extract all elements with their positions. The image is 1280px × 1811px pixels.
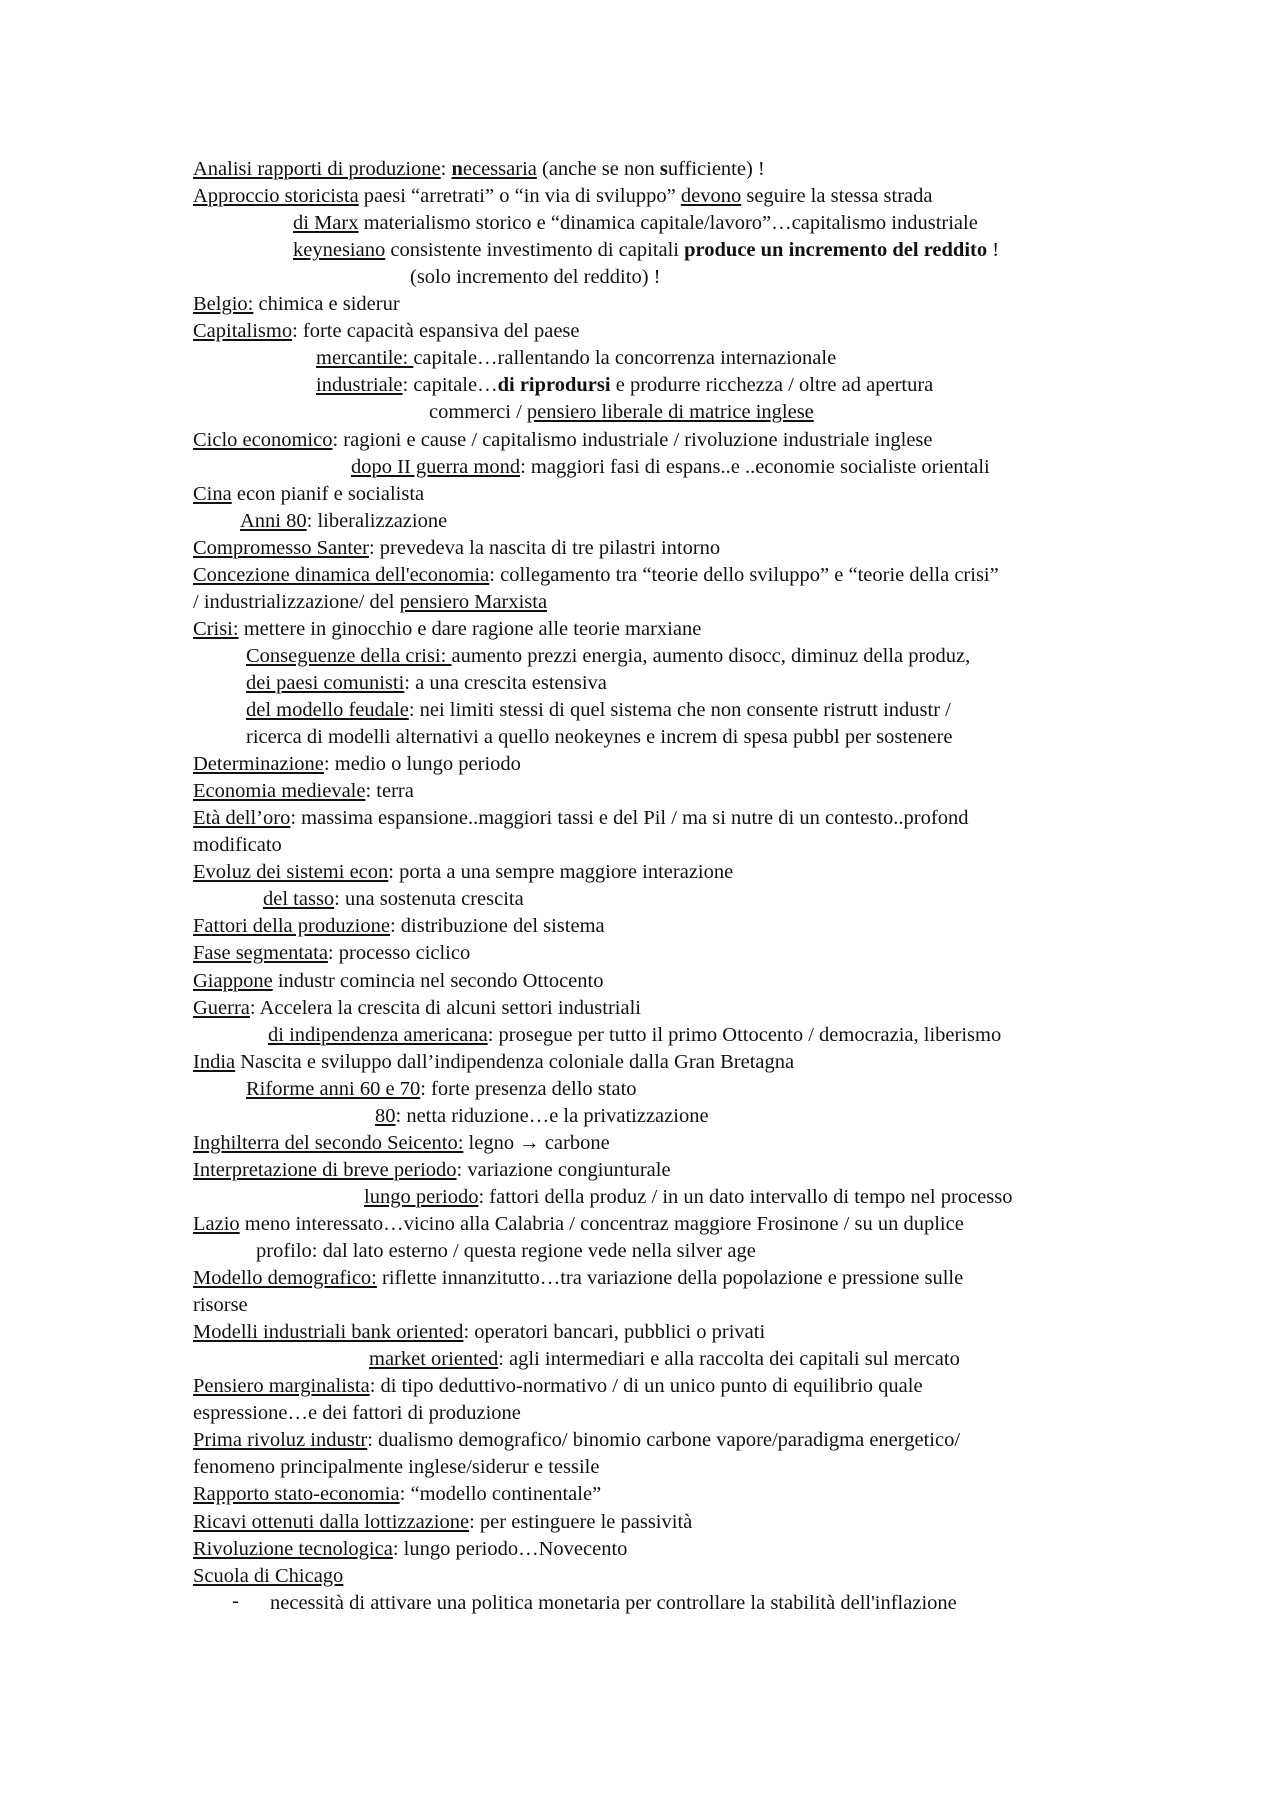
line-text: : porta a una sempre maggiore interazione bbox=[388, 861, 734, 884]
text-line bbox=[193, 805, 968, 832]
line-text: : fattori della produz / in un dato intervallo di tempo nel processo bbox=[478, 1185, 1013, 1208]
term-heading: ecessaria bbox=[462, 158, 537, 180]
text-line bbox=[193, 751, 521, 778]
text-line bbox=[410, 264, 660, 291]
text-line bbox=[270, 1590, 957, 1617]
line-text: mettere in ginocchio e dare ragione alle teorie marxiane bbox=[238, 617, 702, 640]
term-heading: Conseguenze della crisi: bbox=[246, 644, 452, 667]
text-line bbox=[246, 670, 607, 697]
text-line bbox=[256, 1238, 756, 1265]
term-heading: devono bbox=[680, 185, 742, 208]
term-heading: del modello feudale bbox=[246, 699, 409, 721]
text-line bbox=[193, 1157, 671, 1184]
text-line bbox=[193, 1509, 692, 1536]
line-text: modificato bbox=[193, 834, 282, 857]
term-heading: Modello demografico: bbox=[193, 1267, 377, 1290]
line-text: : medio o lungo periodo bbox=[323, 753, 521, 776]
term-heading: di Marx bbox=[293, 212, 359, 235]
line-text: : prevedeva la nascita di tre pilastri intorno bbox=[368, 536, 721, 559]
text-line bbox=[193, 481, 424, 508]
line-text: : netta riduzione…e la privatizzazione bbox=[395, 1104, 709, 1127]
text-line bbox=[193, 318, 580, 345]
line-text: : processo ciclico bbox=[327, 942, 471, 965]
term-heading: Evoluz dei sistemi econ bbox=[193, 861, 389, 884]
text-line bbox=[316, 372, 933, 399]
line-text: necessità di attivare una politica monetaria per controllare la stabilità dell'inflazione bbox=[270, 1591, 957, 1614]
line-text: paesi “arretrati” o “in via di sviluppo” bbox=[358, 185, 681, 208]
text-line bbox=[193, 1292, 248, 1319]
text-line bbox=[263, 886, 524, 913]
text-line bbox=[246, 697, 951, 724]
line-text: Nascita e sviluppo dall’indipendenza coloniale dalla Gran Bretagna bbox=[235, 1050, 795, 1073]
term-heading: lungo periodo bbox=[364, 1185, 479, 1208]
line-text: / industrializzazione/ del bbox=[193, 590, 400, 613]
term-heading: Giappone bbox=[193, 969, 273, 992]
line-text: : lungo periodo…Novecento bbox=[392, 1537, 628, 1560]
term-heading: Inghilterra del secondo Seicento: bbox=[193, 1131, 464, 1154]
term-heading: Riforme anni 60 e 70 bbox=[246, 1077, 421, 1100]
line-text: : Accelera la crescita di alcuni settori industriali bbox=[249, 996, 641, 1019]
line-text: seguire la stessa strada bbox=[741, 185, 933, 208]
text-line bbox=[246, 643, 970, 670]
text-line bbox=[240, 508, 447, 535]
text-line bbox=[193, 427, 933, 454]
text-line bbox=[193, 1400, 521, 1427]
text-line bbox=[193, 778, 414, 805]
text-line bbox=[193, 1563, 343, 1590]
term-heading: Lazio bbox=[193, 1212, 240, 1235]
line-text: : per estinguere le passività bbox=[469, 1510, 693, 1533]
term-heading: Rivoluzione tecnologica bbox=[193, 1537, 393, 1560]
term-heading: Ricavi ottenuti dalla lottizzazione bbox=[193, 1510, 470, 1533]
text-line bbox=[193, 1427, 960, 1454]
text-line bbox=[351, 454, 990, 481]
text-line bbox=[193, 1536, 627, 1563]
line-text: : forte capacità espansiva del paese bbox=[292, 320, 580, 343]
term-heading: Compromesso Santer bbox=[193, 536, 369, 559]
term-heading: pensiero Marxista bbox=[399, 590, 548, 613]
line-text: : operatori bancari, pubblici o privati bbox=[463, 1321, 766, 1344]
term-heading: n bbox=[451, 158, 463, 180]
text-line bbox=[429, 399, 814, 426]
term-heading: keynesiano bbox=[293, 239, 386, 262]
term-heading: Scuola di Chicago bbox=[193, 1564, 344, 1587]
text-line bbox=[193, 1211, 964, 1238]
text-line bbox=[193, 913, 605, 940]
line-text: : di tipo deduttivo-normativo / di un unico punto di equilibrio quale bbox=[369, 1375, 923, 1398]
line-text: : capitale… bbox=[402, 374, 498, 397]
line-text: ! bbox=[987, 239, 1000, 262]
term-heading: Concezione dinamica dell'economia bbox=[193, 563, 490, 586]
term-heading: mercantile: bbox=[316, 347, 414, 370]
line-text: e produrre ricchezza / oltre ad apertura bbox=[610, 374, 934, 397]
line-text: riflette innanzitutto…tra variazione della popolazione e pressione sulle bbox=[376, 1267, 964, 1290]
line-text: (anche se non bbox=[536, 158, 660, 180]
term-heading: Crisi: bbox=[193, 617, 239, 640]
line-text: consistente investimento di capitali bbox=[385, 239, 685, 262]
text-line bbox=[193, 1130, 610, 1157]
line-text: : liberalizzazione bbox=[306, 509, 448, 532]
text-line bbox=[193, 1265, 963, 1292]
line-text: commerci / bbox=[429, 401, 527, 424]
line-text: : una sostenuta crescita bbox=[334, 888, 524, 911]
line-text: : ragioni e cause / capitalismo industriale / rivoluzione industriale inglese bbox=[332, 428, 933, 451]
text-line bbox=[193, 535, 720, 562]
line-text: : distribuzione del sistema bbox=[389, 915, 605, 938]
term-heading: Capitalismo bbox=[193, 320, 293, 343]
term-heading: Pensiero marginalista bbox=[193, 1375, 370, 1398]
line-text: : forte presenza dello stato bbox=[420, 1077, 637, 1100]
term-heading: Ciclo economico bbox=[193, 428, 333, 451]
text-line bbox=[193, 616, 701, 643]
line-text: materialismo storico e “dinamica capitale/lavoro”…capitalismo industriale bbox=[358, 212, 978, 235]
line-text: : massima espansione..maggiori tassi e del Pil / ma si nutre di un contesto..profond bbox=[290, 807, 969, 830]
term-heading: 80 bbox=[375, 1104, 396, 1127]
text-line bbox=[193, 291, 400, 318]
term-heading: Modelli industriali bank oriented bbox=[193, 1321, 464, 1344]
term-heading: market oriented bbox=[369, 1348, 499, 1371]
term-heading: dopo II guerra mond bbox=[351, 455, 521, 478]
text-line bbox=[246, 1076, 637, 1103]
term-heading: di indipendenza americana bbox=[268, 1023, 488, 1046]
text-line bbox=[193, 1319, 765, 1346]
term-heading: Fase segmentata bbox=[193, 942, 328, 965]
line-text: ufficiente) ! bbox=[667, 158, 765, 180]
text-line bbox=[193, 1373, 923, 1400]
text-line bbox=[364, 1184, 1012, 1211]
line-text: econ pianif e socialista bbox=[231, 482, 425, 505]
line-text: : variazione congiunturale bbox=[456, 1158, 671, 1181]
line-text: fenomeno principalmente inglese/siderur e tessile bbox=[193, 1456, 600, 1479]
line-text: di riprodursi bbox=[497, 374, 611, 397]
line-text: aumento prezzi energia, aumento disocc, diminuz della produz, bbox=[451, 644, 971, 667]
text-line bbox=[193, 562, 999, 589]
term-heading: Prima rivoluz industr bbox=[193, 1429, 368, 1452]
term-heading: Interpretazione di breve periodo bbox=[193, 1158, 457, 1181]
line-text: : prosegue per tutto il primo Ottocento / democrazia, liberismo bbox=[487, 1023, 1002, 1046]
term-heading: pensiero liberale di matrice inglese bbox=[526, 401, 814, 424]
line-text: : agli intermediari e alla raccolta dei capitali sul mercato bbox=[498, 1348, 960, 1371]
term-heading: Rapporto stato-economia bbox=[193, 1483, 400, 1506]
text-line bbox=[193, 995, 641, 1022]
term-heading: Cina bbox=[193, 482, 232, 505]
term-heading: dei paesi comunisti bbox=[246, 671, 405, 694]
text-line bbox=[293, 237, 999, 264]
term-heading: Economia medievale bbox=[193, 780, 366, 803]
term-heading: Belgio: bbox=[193, 293, 254, 316]
term-heading: Fattori della produzione bbox=[193, 915, 390, 938]
bullet-marker: - bbox=[232, 1589, 239, 1612]
text-line bbox=[375, 1103, 709, 1130]
text-line bbox=[316, 345, 836, 372]
line-text: : collegamento tra “teorie dello sviluppo” e “teorie della crisi” bbox=[489, 563, 999, 586]
text-line bbox=[193, 1481, 601, 1508]
line-text: : bbox=[440, 158, 452, 180]
text-line bbox=[193, 1049, 794, 1076]
term-heading: industriale bbox=[316, 374, 403, 397]
line-text: chimica e siderur bbox=[253, 293, 400, 316]
term-heading: India bbox=[193, 1050, 236, 1073]
term-heading: Anni 80 bbox=[240, 509, 307, 532]
line-text: : terra bbox=[365, 780, 414, 803]
term-heading: Età dell’oro bbox=[193, 807, 291, 830]
line-text: meno interessato…vicino alla Calabria / concentraz maggiore Frosinone / su un duplice bbox=[239, 1212, 964, 1235]
text-line bbox=[369, 1346, 960, 1373]
text-line bbox=[193, 859, 733, 886]
line-text: : nei limiti stessi di quel sistema che non consente ristrutt industr / bbox=[408, 699, 951, 721]
text-line bbox=[193, 968, 603, 995]
text-line bbox=[193, 832, 282, 859]
text-line bbox=[293, 210, 978, 237]
line-text: : maggiori fasi di espans..e ..economie socialiste orientali bbox=[520, 455, 990, 478]
term-heading: del tasso bbox=[263, 888, 335, 911]
line-text: s bbox=[659, 158, 668, 180]
text-line bbox=[193, 940, 470, 967]
text-line bbox=[193, 589, 547, 616]
line-text: (solo incremento del reddito) ! bbox=[410, 266, 661, 289]
line-text: : dualismo demografico/ binomio carbone vapore/paradigma energetico/ bbox=[367, 1429, 961, 1452]
line-text: industr comincia nel secondo Ottocento bbox=[272, 969, 604, 992]
line-text: risorse bbox=[193, 1294, 248, 1317]
line-text: legno → carbone bbox=[463, 1131, 610, 1154]
line-text: ricerca di modelli alternativi a quello neokeynes e increm di spesa pubbl per sostenere bbox=[246, 726, 953, 749]
line-text: : a una crescita estensiva bbox=[404, 671, 607, 694]
line-text: profilo: dal lato esterno / questa regione vede nella silver age bbox=[256, 1240, 756, 1262]
line-text: espressione…e dei fattori di produzione bbox=[193, 1402, 521, 1425]
text-line bbox=[193, 1454, 599, 1481]
term-heading: Approccio storicista bbox=[193, 185, 359, 208]
text-line bbox=[246, 724, 952, 751]
line-text: produce un incremento del reddito bbox=[684, 239, 988, 262]
term-heading: Guerra bbox=[193, 996, 250, 1019]
text-line bbox=[193, 183, 933, 210]
text-line bbox=[193, 156, 765, 183]
line-text: : “modello continentale” bbox=[399, 1483, 602, 1506]
line-text: capitale…rallentando la concorrenza internazionale bbox=[413, 347, 837, 370]
term-heading: Analisi rapporti di produzione bbox=[193, 158, 441, 180]
text-line bbox=[268, 1022, 1001, 1049]
term-heading: Determinazione bbox=[193, 753, 324, 776]
